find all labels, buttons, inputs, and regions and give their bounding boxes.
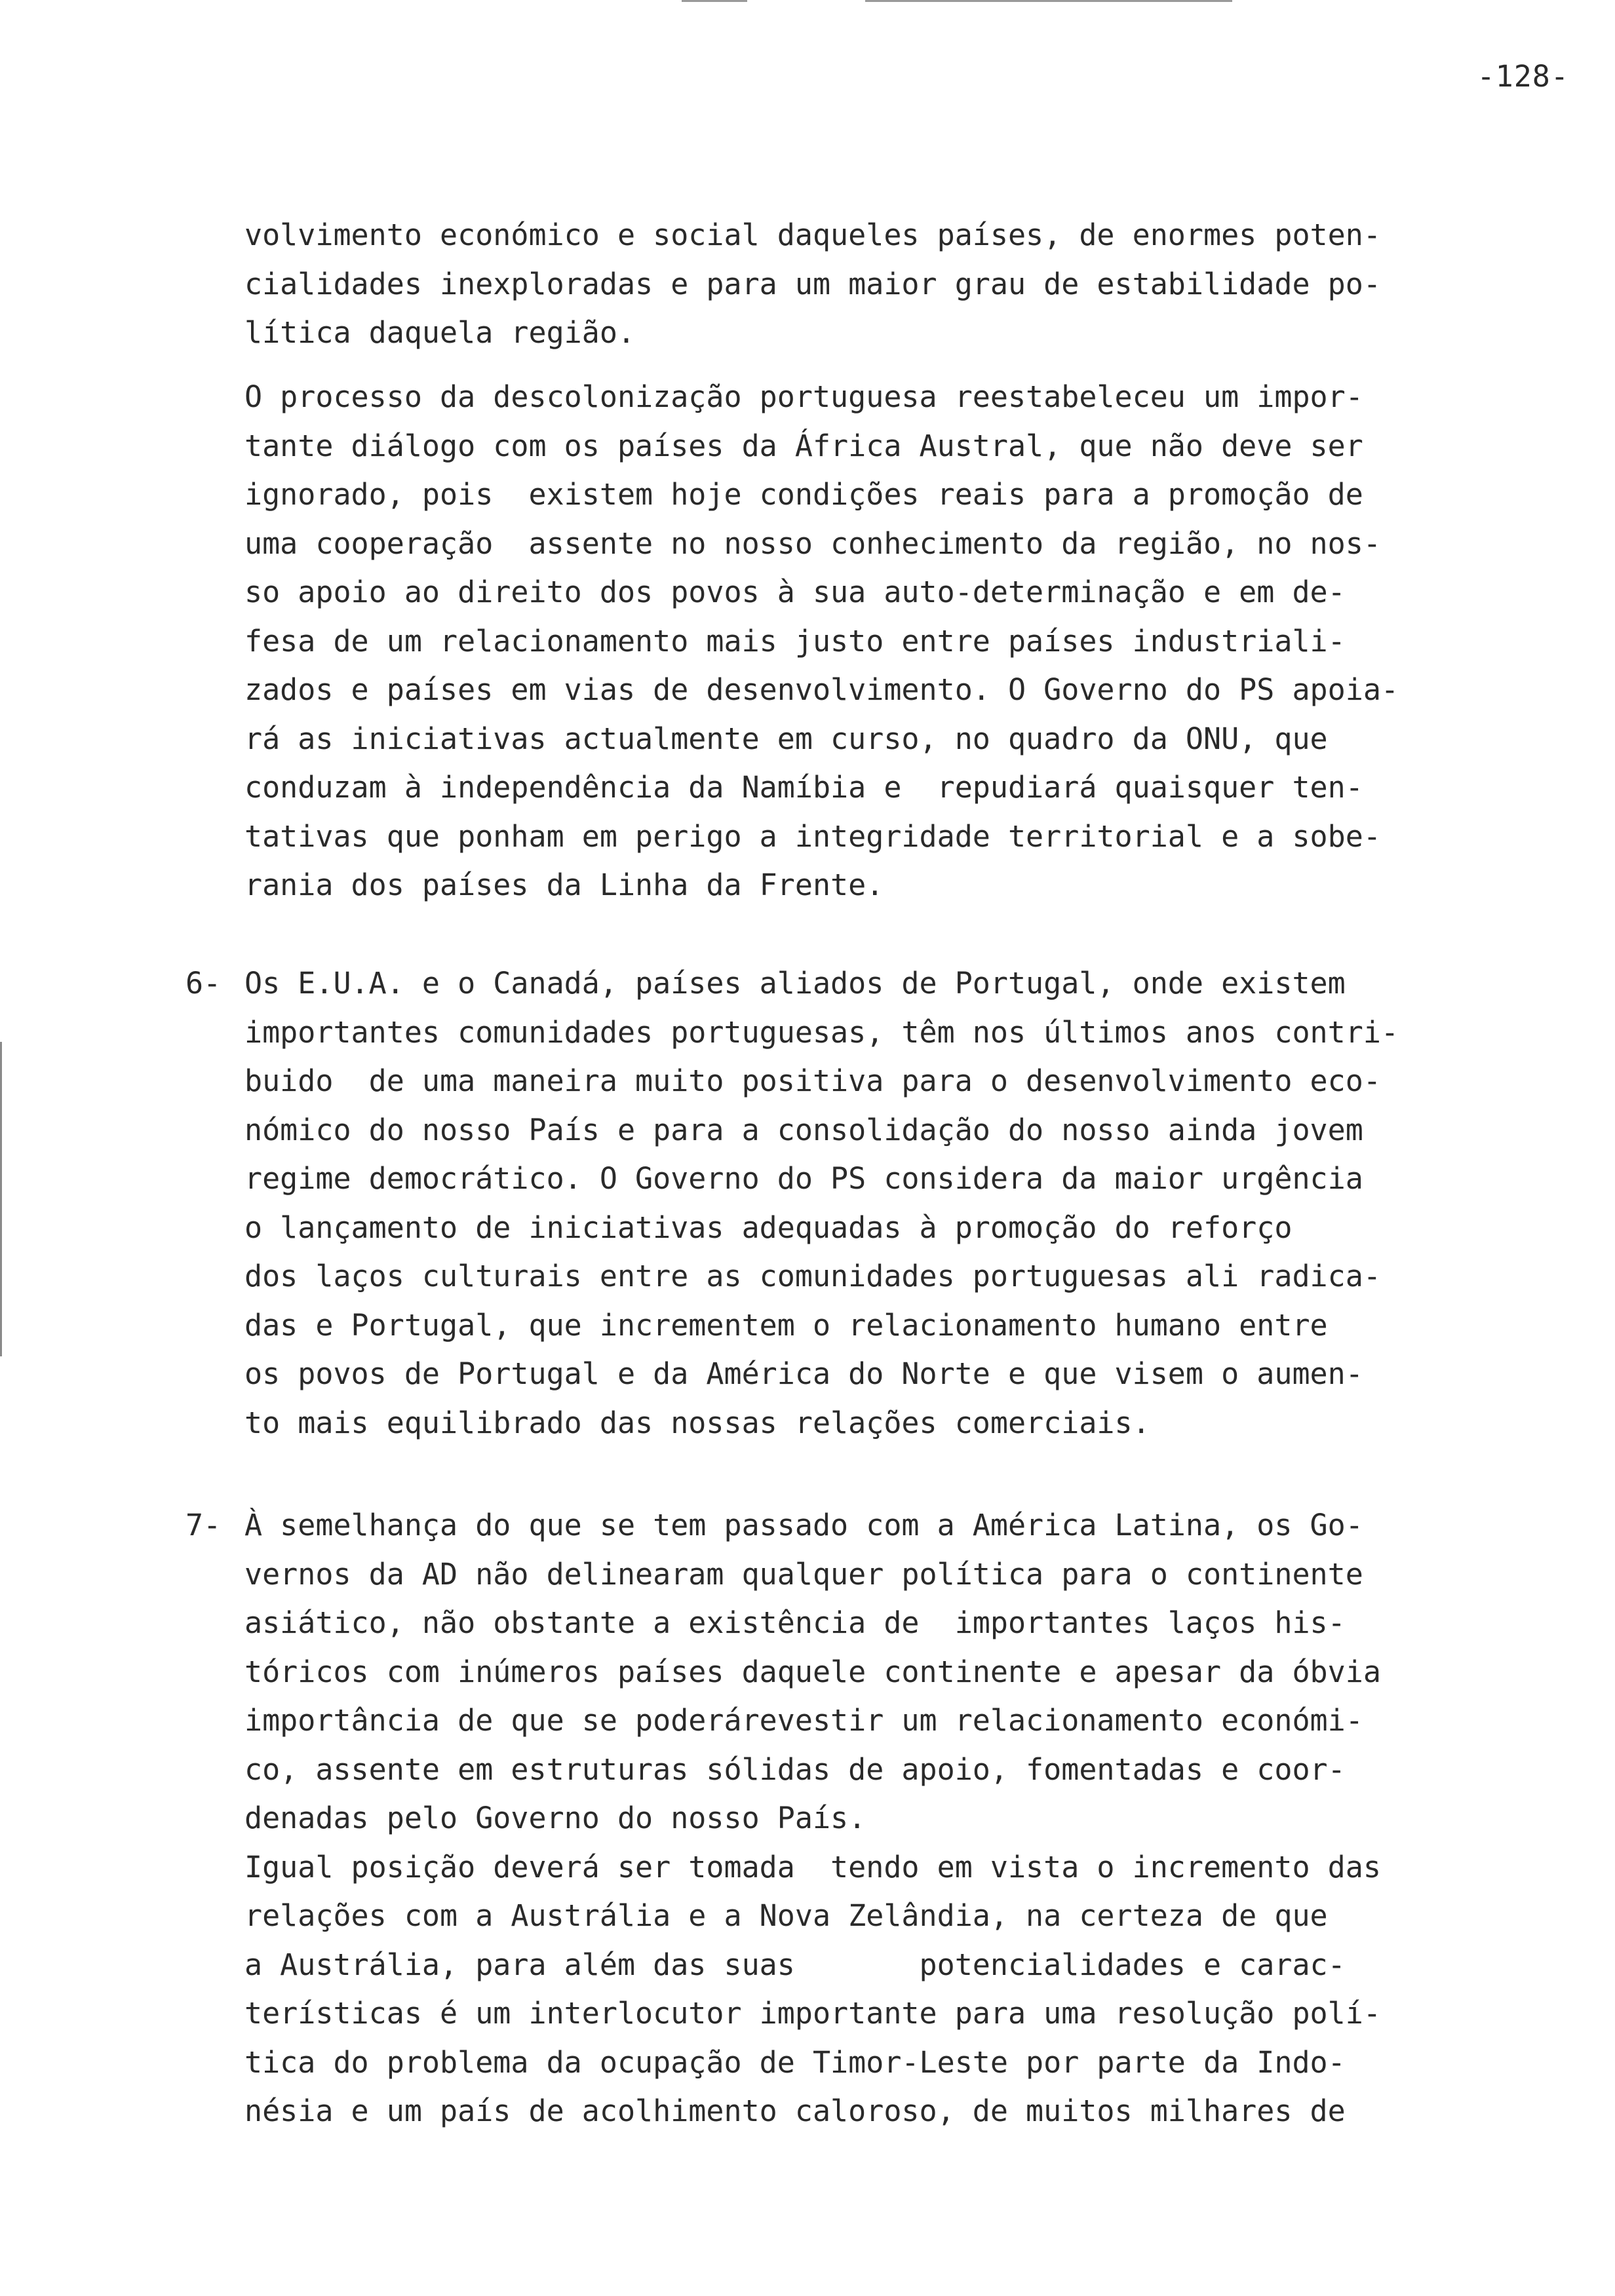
text-line: Igual posição deverá ser tomada tendo em vista o incremento das: [244, 1849, 1381, 1885]
text-line: importância de que se poderárevestir um relacionamento económi-: [244, 1703, 1363, 1738]
text-line: vernos da AD não delinearam qualquer política para o continente: [244, 1556, 1363, 1592]
text-line: zados e países em vias de desenvolvimento. O Governo do PS apoia-: [244, 672, 1399, 707]
page-number: -128-: [1477, 59, 1569, 94]
text-line: asiático, não obstante a existência de importantes laços his-: [244, 1605, 1346, 1640]
text-line: tóricos com inúmeros países daquele continente e apesar da óbvia: [244, 1654, 1381, 1689]
text-line: rania dos países da Linha da Frente.: [244, 868, 884, 902]
text-line: buido de uma maneira muito positiva para o desenvolvimento eco-: [244, 1063, 1381, 1098]
text-line: tica do problema da ocupação de Timor-Leste por parte da Indo-: [244, 2044, 1346, 2080]
text-line: ignorado, pois existem hoje condições reais para a promoção de: [244, 477, 1363, 512]
text-line: Os E.U.A. e o Canadá, países aliados de Portugal, onde existem: [244, 966, 1346, 1001]
text-line: dos laços culturais entre as comunidades portuguesas ali radica-: [244, 1259, 1381, 1293]
text-line: O processo da descolonização portuguesa reestabeleceu um impor-: [244, 379, 1363, 414]
text-line: fesa de um relacionamento mais justo entre países industriali-: [244, 623, 1346, 659]
text-line: os povos de Portugal e da América do Norte e que visem o aumen-: [244, 1356, 1363, 1391]
text-line: nésia e um país de acolhimento caloroso, de muitos milhares de: [244, 2094, 1346, 2128]
top-scan-rule: [682, 0, 747, 2]
text-line: volvimento económico e social daqueles países, de enormes poten-: [244, 218, 1381, 252]
text-line: relações com a Austrália e a Nova Zelândia, na certeza de que: [244, 1898, 1328, 1933]
top-scan-rule: [865, 0, 1232, 2]
text-line: importantes comunidades portuguesas, têm nos últimos anos contri-: [244, 1014, 1399, 1050]
text-line: denadas pelo Governo do nosso País.: [244, 1801, 866, 1835]
text-line: co, assente em estruturas sólidas de apoio, fomentadas e coor-: [244, 1751, 1346, 1787]
text-line: to mais equilibrado das nossas relações comerciais.: [244, 1405, 1150, 1440]
text-line: À semelhança do que se tem passado com a América Latina, os Go-: [244, 1508, 1363, 1542]
text-line: conduzam à independência da Namíbia e repudiará quaisquer ten-: [244, 770, 1363, 805]
text-line: so apoio ao direito dos povos à sua auto-determinação e em de-: [244, 575, 1346, 609]
text-line: lítica daquela região.: [244, 315, 636, 350]
text-line: uma cooperação assente no nosso conhecimento da região, no nos-: [244, 526, 1381, 561]
section-number: 6-: [185, 966, 222, 1001]
left-scan-rule: [0, 1042, 2, 1356]
text-line: nómico do nosso País e para a consolidação do nosso ainda jovem: [244, 1112, 1363, 1147]
text-line: rá as iniciativas actualmente em curso, no quadro da ONU, que: [244, 721, 1328, 756]
text-line: regime democrático. O Governo do PS considera da maior urgência: [244, 1161, 1363, 1196]
text-line: a Austrália, para além das suas potencialidades e carac-: [244, 1947, 1346, 1982]
text-line: tativas que ponham em perigo a integridade territorial e a sobe-: [244, 818, 1381, 854]
section-number: 7-: [185, 1508, 222, 1542]
text-line: terísticas é um interlocutor importante para uma resolução polí-: [244, 1996, 1381, 2031]
text-line: o lançamento de iniciativas adequadas à promoção do reforço: [244, 1210, 1293, 1245]
text-line: cialidades inexploradas e para um maior grau de estabilidade po-: [244, 266, 1381, 301]
text-line: tante diálogo com os países da África Austral, que não deve ser: [244, 428, 1363, 463]
text-line: das e Portugal, que incrementem o relacionamento humano entre: [244, 1307, 1328, 1343]
